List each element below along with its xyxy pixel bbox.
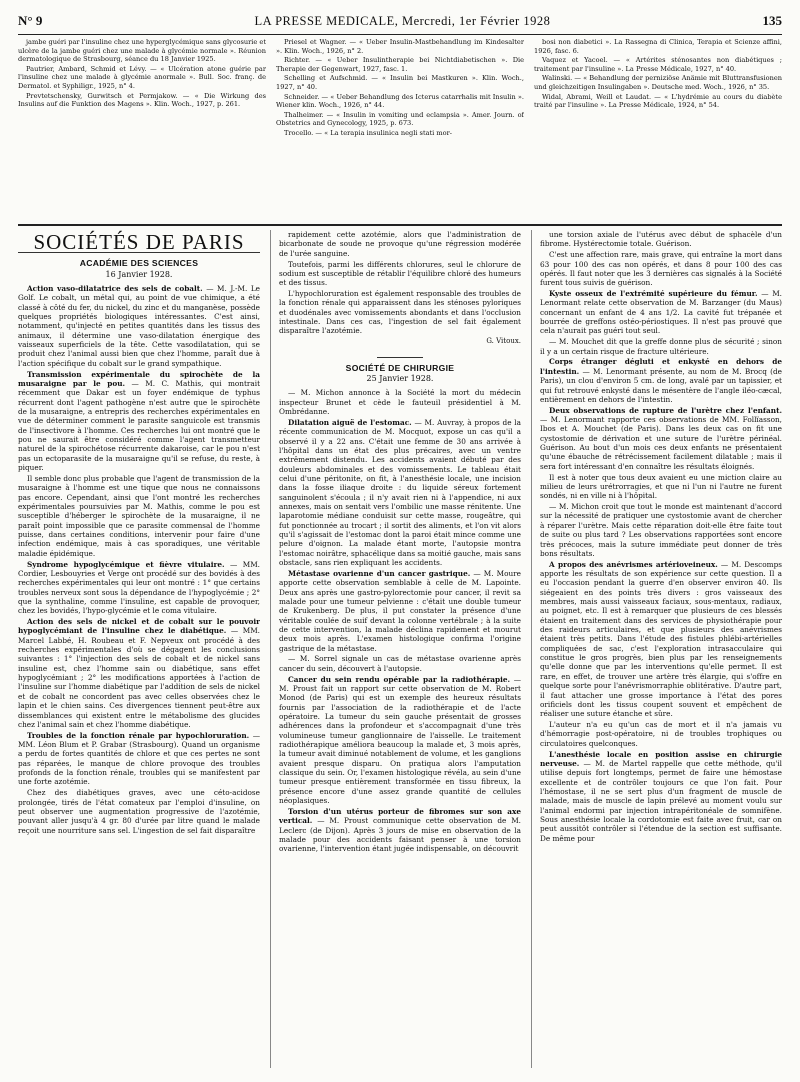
article-paragraph [279, 675, 521, 806]
article-paragraph [540, 560, 782, 719]
short-divider [377, 357, 423, 358]
article-paragraph [279, 289, 521, 336]
article-paragraph [18, 560, 260, 616]
article-text: — M. Michon annonce à la Société la mort du médecin inspecteur Brunet et cède le fauteuil présidentiel à M. Ombrédanne. [279, 388, 521, 416]
reference-entry: jambe guéri par l'insuline chez une hyperglycémique sans glycosurie et ulcère de la jambe guéri chez une malade à glycémie normale ». Réunion dermatologique de Strasbourg, séance du 18 Janvier 1925. [18, 38, 266, 64]
article-heading: L'anesthésie locale en position assise en chirurgie nerveuse. [540, 749, 782, 768]
surgery-heading: SOCIÉTÉ DE CHIRURGIE [345, 362, 455, 373]
article-paragraph [540, 750, 782, 843]
article-heading: Kyste osseux de l'extrémité supérieure du fémur. [549, 289, 758, 299]
reference-entry: Trocello. — « La terapia insulinica negli stati mor- [284, 128, 452, 137]
article-text: — M. de Martel rappelle que cette méthode, qu'il utilise depuis fort longtemps, permet de faire une hémostase excellente et de contrôler toujours ce que l'on fait. Pour l'hémostase, il ne se sert plus d'un fragment de muscle de malade, mais de muscle de lapin prélevé au moment voulu sur l'animal endormi par injection intrapéritonéale de somnifène. Sous anesthésie locale la cordotomie est faite avec fruit, car on peut aussitôt contrôler si l'étendue de la section est suffisante. De même pour [540, 758, 782, 843]
article-text: — M. C. Mathis, qui montrait récemment que Dakar est un foyer endémique de typhus récurrent dont l'agent pathogène n'est autre que le spirochète de la musaraigne, a entrepris des recherches expérimentales en vue de déterminer comment le parasite sanguicole est transmis de l'insectivore à l'homme. Ces recherches lui ont montré que le pou ne saurait être considéré comme l'agent transmetteur naturel de la spirochétose récurrente dakaroise, car le pou n'est pas un ectoparasite de la musaraigne qu'il se refuse, du reste, à piquer. [18, 378, 260, 473]
article-heading: Corps étranger dégluti et enkysté en dehors de l'intestin. [540, 357, 782, 376]
article-paragraph [279, 418, 521, 568]
article-paragraph [18, 617, 260, 729]
article-text: — MM. Cordier, Lesbouyries et Verge ont procédé sur des bovidés à des recherches expérimentales qui leur ont montré : 1° que certains troubles nerveux sont sous la dépendance de l'hypoglycémie ; 2° que la synthaline, comme l'insuline, est capable de provoquer, chez les bovidés, l'hypo-glycémie et le coma vitulaire. [18, 559, 260, 616]
reference-column [534, 38, 782, 224]
journal-title: LA PRESSE MEDICALE, Mercredi, 1er Février 1928 [254, 13, 551, 28]
article-text: — M. Proust fait un rapport sur cette observation de M. Robert Monod (de Paris) qui est un exemple des heureux résultats fournis par l'association de la radiothérapie et de l'acte opératoire. La tumeur du sein gauche présentait de grosses adhérences dans la profondeur et s'accompagnait d'une très volumineuse tumeur ganglionnaire de l'aisselle. Le traitement radiothérapique améliora beaucoup la malade et, 3 mois après, la tumeur avait diminué notablement de volume, et les ganglions avaient presque disparu. On pratiqua alors l'amputation classique du sein. Or, l'examen histologique révéla, au sein d'une tumeur presque entièrement transformée en tissu fibreux, la présence encore d'une assez grande quantité de cellules néoplasiques. [279, 674, 521, 806]
article-text: — M. Mouchet dit que la greffe donne plus de sécurité ; sinon il y a un certain risque de fracture ultérieure. [540, 337, 782, 356]
article-paragraph [279, 807, 521, 854]
article-text: Chez des diabétiques graves, avec une céto-acidose prolongée, tirés de l'état comateux par l'emploi d'insuline, on peut observer une augmentation progressive de l'azotémie, pouvant aller jusqu'à 4 gr. 80 d'urée par litre quand le malade reçoit une nourriture sans sel. L'ingestion de sel fait disparaître [18, 788, 260, 835]
surgery-date: 25 Janvier 1928. [366, 373, 434, 383]
article-text: Il semble donc plus probable que l'agent de transmission de la musaraigne à l'homme est une tique que nous ne connaissons pas encore. Cependant, ainsi que l'ont montré les recherches expérimentales poursuivies par M. Mathis, comme le pou est susceptible d'héberger le spirochète de la musaraigne, il ne paraît point impossible que ce parasite commensal de l'homme puisse, dans certaines conditions, intervenir pour faire d'une infection endémique, mais à cas sporadiques, une véritable maladie épidémique. [18, 473, 260, 558]
article-paragraph [279, 260, 521, 288]
article-paragraph [279, 569, 521, 653]
article-heading: Action des sels de nickel et de cobalt sur le pouvoir hypoglycémiant de l'insuline chez le diabétique. [18, 617, 260, 636]
article-paragraph [540, 250, 782, 287]
article-heading: Syndrome hypoglycémique et fièvre vitulaire. [27, 559, 225, 569]
article-text: — M. Lenormant présente, au nom de M. Brocq (de Paris), un clou d'environ 5 cm. de long, avalé par un tapissier, et qui fut retrouvé enkysté dans le mésentère de l'angle iléo-cæcal, entièrement en dehors de l'intestin. [540, 366, 782, 404]
section-divider [18, 224, 782, 226]
article-text: — M. Lenormant rapporte ces observations de MM. Follïasson, Ibos et A. Mouchet (de Paris). Dans les deux cas on fit une cystostomie de dérivation et une suture de l'urètre périnéal. Guérison. Au bout d'un mois ces deux enfants ne présentaient qu'une ébauche de rétrécissement facilement dilatable ; mais il sera fort intéressant d'en connaître les résultats éloignés. [540, 415, 782, 471]
article-paragraph [540, 473, 782, 501]
article-text: — M. J.-M. Le Golf. Le cobalt, un métal qui, au point de vue chimique, a été classé à côté du fer, du nickel, du zinc et du manganèse, possède quelques propriétés biologiques intéressantes. C'est ainsi, notamment, qu'injecté en petites quantités dans les tissus des animaux, il détermine une vaso-dilatation énergique des vaisseaux superficiels de la tête. Cette vasodilatation, qui se produit chez l'animal aussi bien que chez l'homme, paraît due à l'action spécifique du cobalt sur le grand sympathique. [18, 284, 260, 368]
issue-number: N° 9 [18, 13, 43, 28]
article-paragraph [279, 654, 521, 673]
article-paragraph [540, 357, 782, 404]
article-text: — M. Proust communique cette observation de M. Leclerc (de Dijon). Après 3 jours de mise en observation de la malade pour des accidents faisant penser à une torsion ovarienne, l'intervention étant jugée indispensable, on découvrit [279, 816, 521, 854]
article-paragraph [540, 720, 782, 748]
article-text: rapidement cette azotémie, alors que l'administration de bicarbonate de soude ne provoque qu'une régression modérée de l'urée sanguine. [279, 230, 521, 258]
article-heading: Torsion d'un utérus porteur de fibromes sur son axe vertical. [279, 806, 521, 826]
article-paragraph [540, 406, 782, 471]
article-paragraph [18, 788, 260, 835]
column-2-body-b [279, 388, 521, 853]
article-paragraph [540, 337, 782, 356]
article-paragraph [18, 370, 260, 473]
article-paragraph [279, 388, 521, 416]
reference-entry: Walinski. — « Behandlung der perniziöse Anämie mit Bluttransfusionen und gleichzeitigen Insulingaben ». Deutsche med. Woch., 1926, n° 35. [534, 74, 782, 91]
academy-heading: ACADÉMIE DES SCIENCES [79, 258, 199, 269]
column-1-body [18, 284, 260, 835]
article-text: — M. Auvray, à propos de la récente communication de M. Mocquot, expose un cas qu'il a observé il y a 22 ans. C'était une femme de 30 ans arrivée à l'hôpital dans un état des plus précaires, avec un ventre extrêmement distendu. Les accidents avaient débuté par des douleurs abdominales et des vomissements. Le tableau était celui d'une péritonite, on fit, à l'anesthésie locale, une incision dans la fosse iliaque droite : du liquide séreux fortement sanguinolent s'écoula ; il n'y avait rien ni à l'appendice, ni aux annexes, mais on sentait vers l'ombilic une masse rénitente. Une laparotomie médiane conduisit sur cette masse, rougeâtre, qui fut ponctionnée au trocart ; il sortit des aliments, et l'on vit alors qu'il s'agissait de l'estomac dont la paroi était mince comme une pelure d'oignon. La malade étant morte, l'autopsie montra l'estomac noirâtre, sphacélique dans sa moitié gauche, mais sans obstacle, sans rien expliquant les accidents. [279, 417, 521, 567]
article-text: — M. Lenormant relate cette observation de M. Barzanger (du Maus) concernant un enfant de 4 ans 1/2. La cavité fut trépanée et bourrée de greffons ostéo-périostiques. Il n'est pas prouvé que cela n'aurait pas guéri tout seul. [540, 289, 782, 336]
article-text: — M. Michon croit que tout le monde est maintenant d'accord sur la nécessité de pratiquer une cystostomie avant de chercher à réparer l'urètre. Mais cette réparation doit-elle être faite tout de suite ou plus tard ? Les observations rapportées sont encore très précoces, mais la suture immédiate peut donner de très bons résultats. [540, 502, 782, 558]
reference-entry: Richter. — « Ueber Insulintherapie bei Nichtdiabetischen ». Die Therapie der Gegenwart, 1927, fasc. 1. [276, 56, 524, 73]
page-header [18, 8, 782, 35]
reference-entry: Schelling et Aufschmid. — « Insulin bei Mastkuren ». Klin. Woch., 1927, n° 40. [276, 74, 524, 91]
article-text: L'auteur n'a eu qu'un cas de mort et il n'a jamais vu d'hémorragie post-opératoire, ni de troubles trophiques ou circulatoires quelconques. [540, 720, 782, 748]
article-text: — MM. Marcel Labbé, H. Roubeau et F. Nepveux ont procédé à des recherches expérimentales d'où se dégagent les conclusions suivantes : 1° l'injection des sels de cobalt et de nickel sans insuline est, chez l'homme sain ou diabétique, sans effet hypoglycémiant ; 2° les modifications apportées à l'action de l'insuline sur l'homme diabétique par l'addition de sels de nickel et de cobalt ne concordent pas avec celles observées chez le lapin et le chien sains. Ces divergences tiennent peut-être aux dissemblances qui existent entre le métabolisme des glucides chez l'animal sain et chez l'homme diabétique. [18, 626, 260, 729]
column-2 [270, 230, 521, 1068]
article-heading: A propos des anévrismes artérioveineux. [549, 559, 718, 569]
article-paragraph [18, 731, 260, 787]
reference-entry: Schneider. — « Ueber Behandlung des Icterus catarrhalis mit Insulin ». Wiener klin. Woch., 1926, n° 44. [276, 92, 524, 110]
article-heading: Troubles de la fonction rénale par hypochloruration. [27, 730, 250, 740]
article-text: — M. Descomps apporte les résultats de son expérience sur cette question. Il a eu l'occasion pendant la guerre d'en observer environ 40. Ils siégeaient en des points très divers : gros vaisseaux des membres, mais aussi vaisseaux faciaux, sous-mentaux, radiaux, au poignet, etc. Il est à remarquer que plusieurs de ces blessés étaient en traitement dans des services de physiothérapie pour des raideurs articulaires, et que plusieurs des anévrismes étaient très petits. Dans l'étude des fistules phlébi-artérielles compliquées de sac, c'est l'exploration intrasacculaire qui constitue le gros progrès, bien plus par les renseignements qu'elle donne que par les interventions qu'elle permet. Il est rare, en effet, de trouver une artère très élargie, qui s'offre en quelque sorte pour l'anévrismorraphie oblitérative. D'autre part, il faut attacher une grosse importance à l'état des pores orificiels dont les tissus coupent souvent et empêchent de réaliser une suture étanche et sûre. [540, 559, 782, 719]
article-text: — M. Sorrel signale un cas de métastase ovarienne après cancer du sein, découvert à l'autopsie. [279, 654, 521, 673]
article-heading: Action vaso-dilatatrice des sels de cobalt. [27, 284, 203, 294]
column-2-body-a [279, 230, 521, 336]
article-paragraph [540, 289, 782, 336]
article-text: C'est une affection rare, mais grave, qui entraîne la mort dans 63 pour 100 des cas non opérés, et dans 8 pour 100 des cas opérés. Il faut noter que les 3 dernières cas signalés à la Société furent tous suivis de guérison. [540, 250, 782, 288]
academy-date: 16 Janvier 1928. [105, 269, 173, 279]
reference-entry: Thalheimer. — « Insulin in vomiting und eclampsia ». Amer. Journ. of Obstetrics and Gynecology, 1925, p. 673. [276, 110, 524, 128]
bibliography-block [18, 38, 782, 224]
article-text: Toutefois, parmi les différents chlorures, seul le chlorure de sodium est susceptible de rétablir l'équilibre chloré des humeurs et des tissus. [279, 259, 521, 288]
reference-column [18, 38, 266, 224]
reference-entry: bosi non diabetici ». La Rassegna di Clinica, Terapia et Scienze affini, 1926, fasc. 6. [534, 38, 782, 55]
column-1 [18, 230, 260, 1068]
reference-column [276, 38, 524, 224]
article-text: Il est à noter que tous deux avaient eu une miction claire au milieu de leurs urétrorragies, et que ni l'un ni l'autre ne furent sondés, ni en ville ni à l'hôpital. [540, 472, 782, 501]
article-heading: Cancer du sein rendu opérable par la radiothérapie. [288, 674, 511, 684]
section-banner: SOCIÉTÉS DE PARIS [18, 238, 260, 253]
reference-entry: Widal, Abrami, Weill et Laudat. — « L'hydrémie au cours du diabète traité par l'insuline ». La Presse Médicale, 1924, n° 54. [534, 92, 782, 110]
article-text: L'hypochloruration est également responsable des troubles de la fonction rénale qui apparaissent dans les sténoses pyloriques et duodénales avec vomissements abondants et dans l'occlusion intestinale. Dans ces cas, l'ingestion de sel fait également disparaître l'azotémie. [279, 289, 521, 336]
reference-entry: Pautrier, Ambard, Schmid et Lévy. — « Ulcération atone guérie par l'insuline chez une malade à glycémie anormale ». Bull. Soc. franç. de Dermatol. et Syphiligr., 1925, n° 4. [18, 64, 266, 90]
column-3 [531, 230, 782, 1068]
article-paragraph [18, 474, 260, 558]
main-columns [18, 230, 782, 1068]
article-heading: Dilatation aiguë de l'estomac. [288, 417, 412, 427]
article-text: — MM. Léon Blum et P. Grabar (Strasbourg). Quand un organisme a perdu de fortes quantités de chlore et que ces pertes ne sont pas réparées, le manque de chlore provoque des troubles profonds de la fonction rénale, troubles qui se manifestent par une forte azotémie. [18, 730, 260, 787]
column-3-body [540, 230, 782, 843]
article-text: — M. Moure apporte cette observation semblable à celle de M. Lapointe. Deux ans après une gastro-pylorectomie pour cancer, il revit sa malade pour une tumeur pelvienne : c'était une double tumeur de Krukenberg. De plus, il put constater la présence d'une véritable coulée de suif devant la colonne vertébrale ; à la suite de cette intervention, la malade déclina rapidement et mourut deux mois après. L'examen histologique confirma l'origine gastrique de la métastase. [279, 568, 521, 653]
reference-entry: Vaquez et Yacoel. — « Artérites sténosantes non diabétiques ; traitement par l'insuline ». La Presse Médicale, 1927, n° 40. [534, 56, 782, 73]
article-paragraph [18, 284, 260, 368]
article-heading: Transmission expérimentale du spirochète de la musaraigne par le pou. [18, 369, 260, 388]
article-paragraph [540, 230, 782, 249]
article-text: une torsion axiale de l'utérus avec début de sphacèle d'un fibrome. Hystérectomie totale. Guérison. [540, 230, 782, 249]
reference-entry: Priesel et Wagner. — « Ueber Insulin-Mastbehandlung im Kindesalter ». Klin. Woch., 1926, n° 2. [276, 38, 524, 55]
article-heading: Métastase ovarienne d'un cancer gastrique. [288, 568, 471, 578]
article-paragraph [540, 502, 782, 558]
page-number: 135 [762, 13, 782, 28]
article-heading: Deux observations de rupture de l'urètre chez l'enfant. [549, 405, 782, 415]
author-signature: G. Vitoux. [486, 337, 521, 346]
article-paragraph [279, 230, 521, 258]
reference-entry: Prevtetschensky, Gurwitsch et Permjakow. — « Die Wirkung des Insulins auf die Funktion des Magens ». Klin. Woch., 1927, p. 261. [18, 91, 266, 109]
